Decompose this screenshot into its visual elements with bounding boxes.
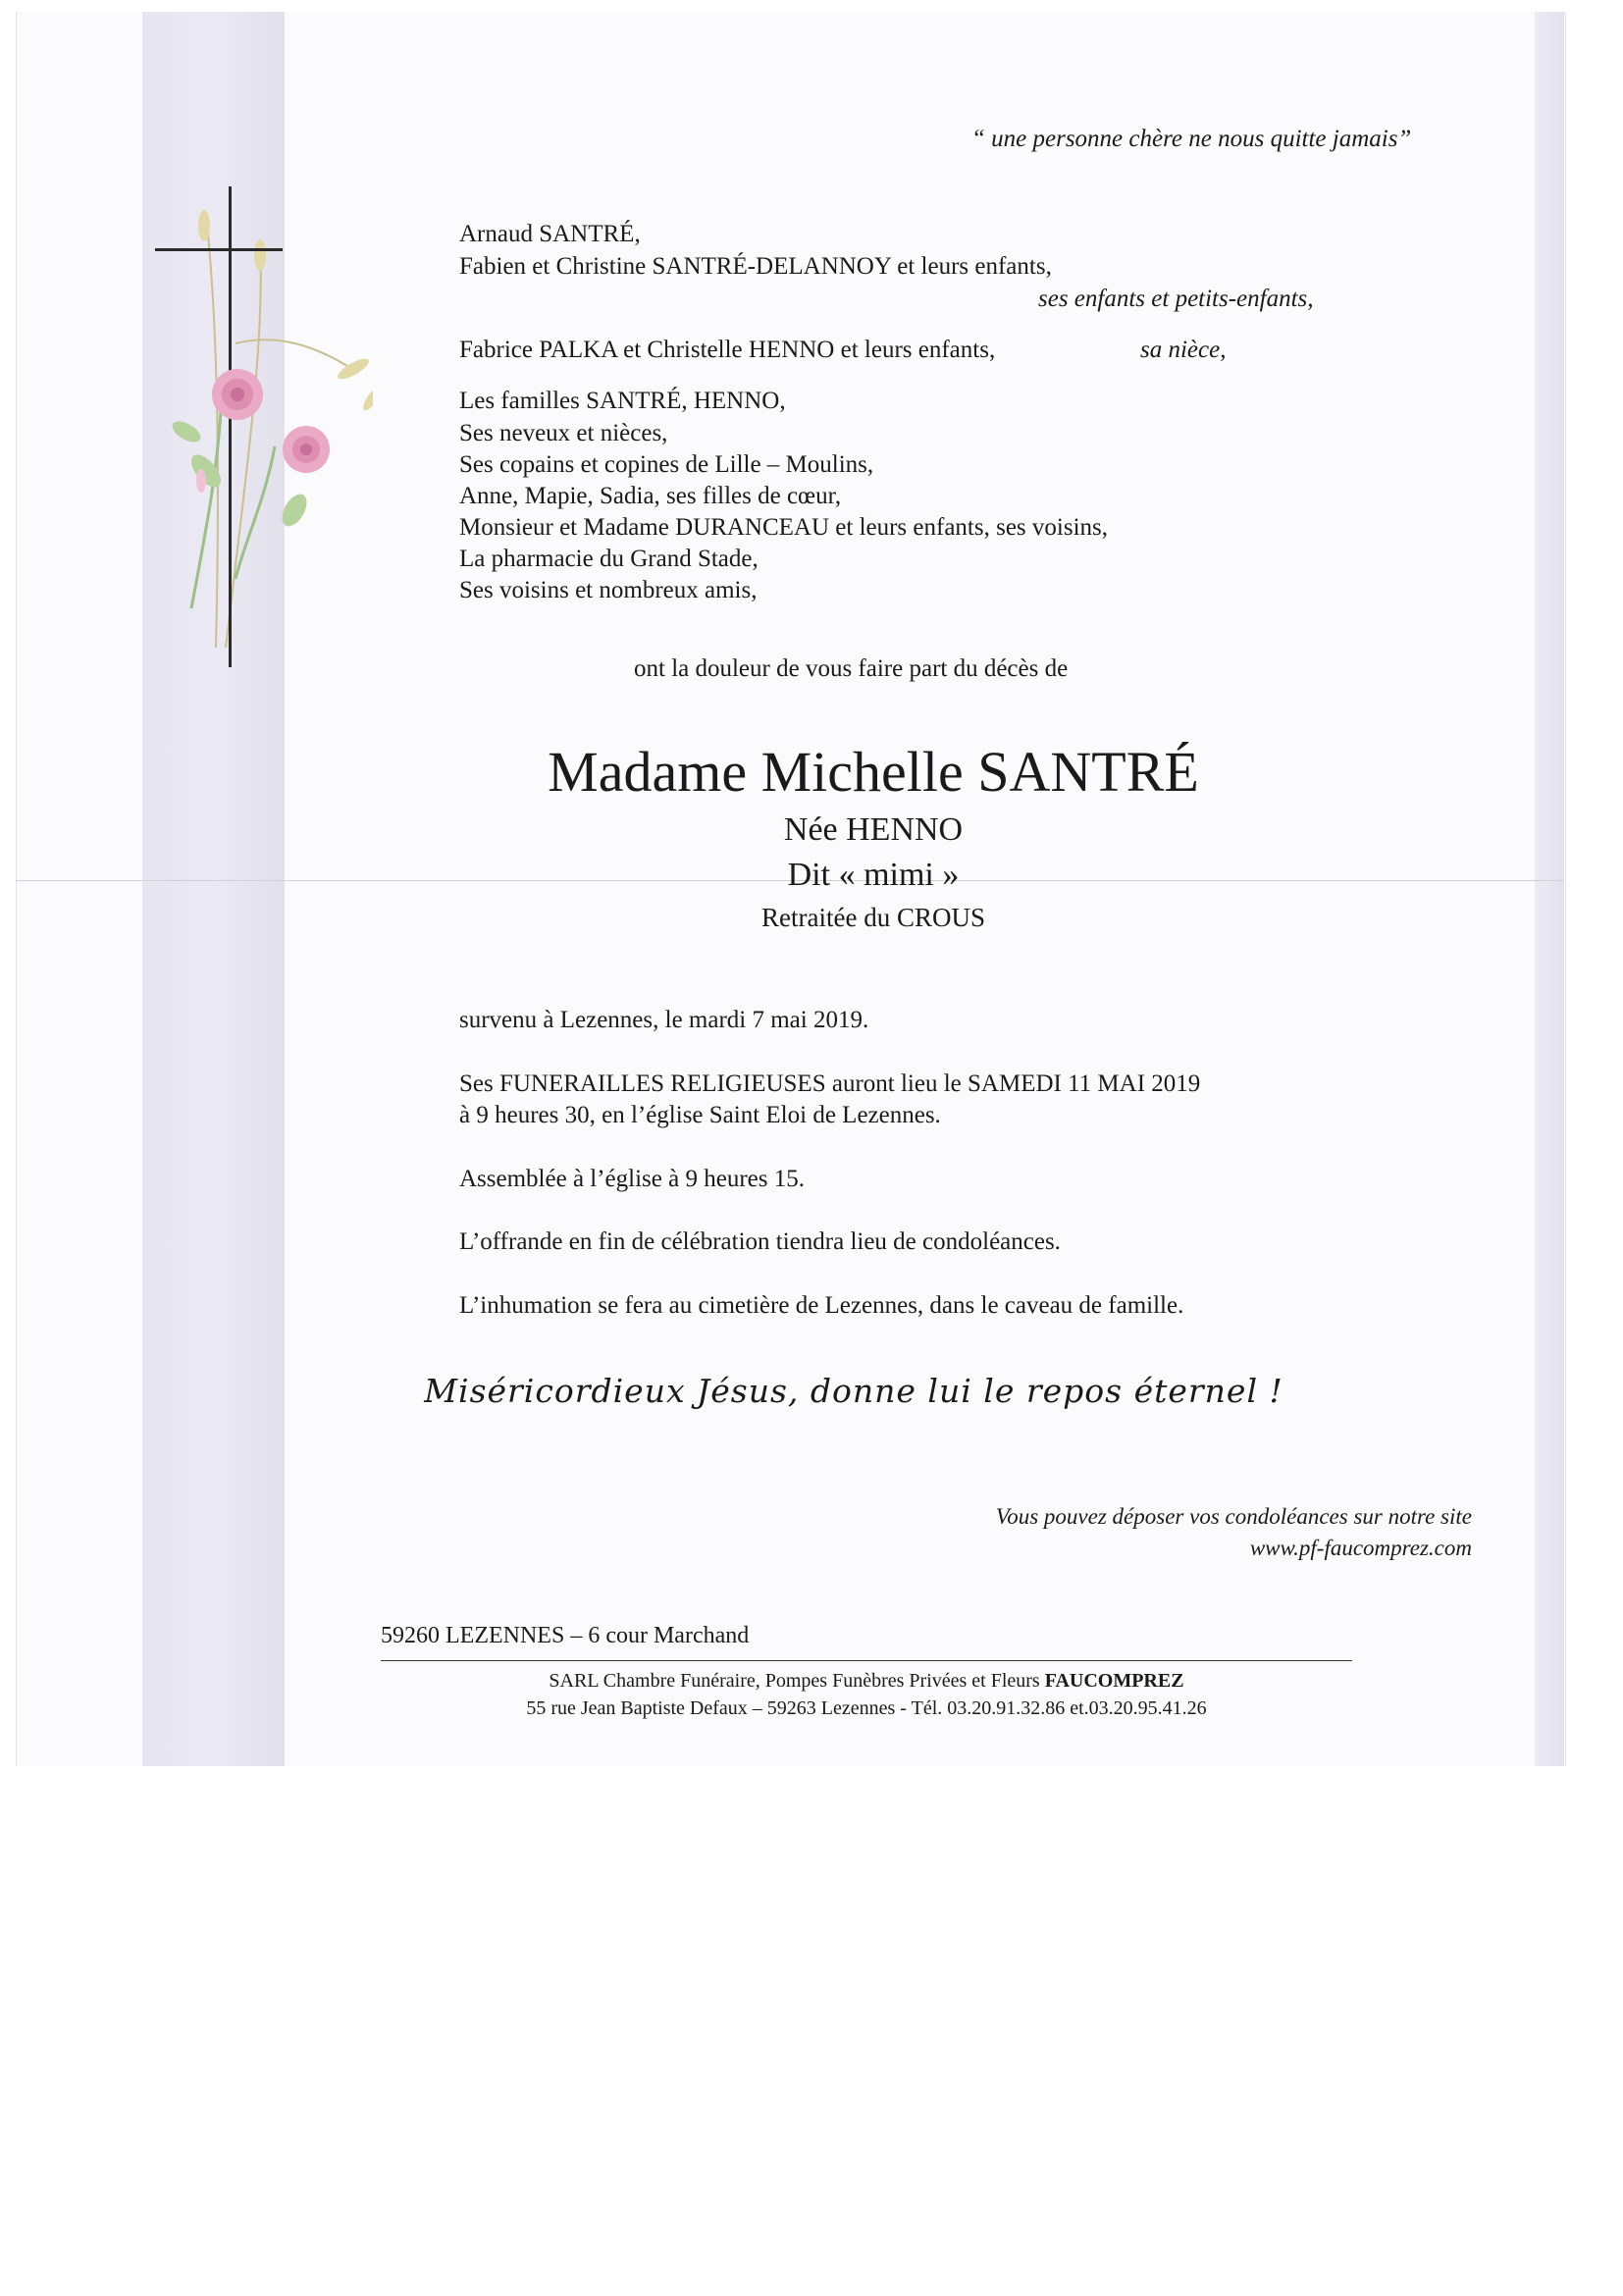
footer-contact: 55 rue Jean Baptiste Defaux – 59263 Lezennes - Tél. 03.20.91.32.86 et.03.20.95.41.26	[526, 1697, 1207, 1719]
deceased-occupation: Retraitée du CROUS	[761, 903, 985, 932]
funeral-line-1: Ses FUNERAILLES RELIGIEUSES auront lieu le SAMEDI 11 MAI 2019	[459, 1070, 1201, 1097]
family-role-niece: sa nièce,	[1140, 337, 1227, 363]
cross-floral-illustration	[147, 186, 373, 677]
wheat-icon	[198, 210, 373, 648]
family-role-children: ses enfants et petits-enfants,	[1038, 286, 1314, 312]
footer-company	[381, 1668, 1352, 1695]
family-other-2: Ses neveux et nièces,	[459, 420, 668, 446]
family-line-1: Arnaud SANTRÉ,	[459, 221, 641, 247]
death-notice: survenu à Lezennes, le mardi 7 mai 2019.	[459, 1007, 869, 1033]
rose-icon	[169, 369, 330, 608]
family-other-5: Monsieur et Madame DURANCEAU et leurs enfants, ses voisins,	[459, 514, 1109, 541]
deceased-birth-name: Née HENNO	[783, 811, 964, 848]
epigraph: “ une personne chère ne nous quitte jamais”	[971, 126, 1412, 152]
family-other-4: Anne, Mapie, Sadia, ses filles de cœur,	[459, 483, 842, 509]
footer-rule	[381, 1660, 1352, 1661]
family-line-3: Fabrice PALKA et Christelle HENNO et leurs enfants,	[459, 337, 996, 363]
envelope-edge	[1535, 12, 1564, 1766]
condolences-url[interactable]: www.pf-faucomprez.com	[1249, 1536, 1472, 1560]
burial-notice: L’inhumation se fera au cimetière de Lezennes, dans le caveau de famille.	[459, 1292, 1184, 1319]
offering-notice: L’offrande en fin de célébration tiendra lieu de condoléances.	[459, 1228, 1061, 1255]
prayer: Miséricordieux Jésus, donne lui le repos éternel !	[424, 1372, 1283, 1410]
family-other-3: Ses copains et copines de Lille – Moulins,	[459, 451, 874, 478]
assembly-notice: Assemblée à l’église à 9 heures 15.	[459, 1166, 805, 1192]
family-line-2: Fabien et Christine SANTRÉ-DELANNOY et leurs enfants,	[459, 253, 1052, 280]
footer-company-text: SARL Chambre Funéraire, Pompes Funèbres Privées et Fleurs	[549, 1670, 1045, 1692]
deceased-name: Madame Michelle SANTRÉ	[548, 740, 1199, 804]
family-other-6: La pharmacie du Grand Stade,	[459, 546, 759, 572]
family-other-7: Ses voisins et nombreux amis,	[459, 577, 758, 603]
condolences-line-1: Vous pouvez déposer vos condoléances sur notre site	[995, 1504, 1472, 1529]
footer-brand: FAUCOMPREZ	[1044, 1670, 1184, 1692]
funeral-line-2: à 9 heures 30, en l’église Saint Eloi de Lezennes.	[459, 1102, 941, 1128]
family-other-1: Les familles SANTRÉ, HENNO,	[459, 388, 786, 414]
address: 59260 LEZENNES – 6 cour Marchand	[381, 1623, 750, 1648]
deceased-nickname: Dit « mimi »	[787, 857, 960, 893]
announcement: ont la douleur de vous faire part du décès de	[634, 655, 1069, 682]
